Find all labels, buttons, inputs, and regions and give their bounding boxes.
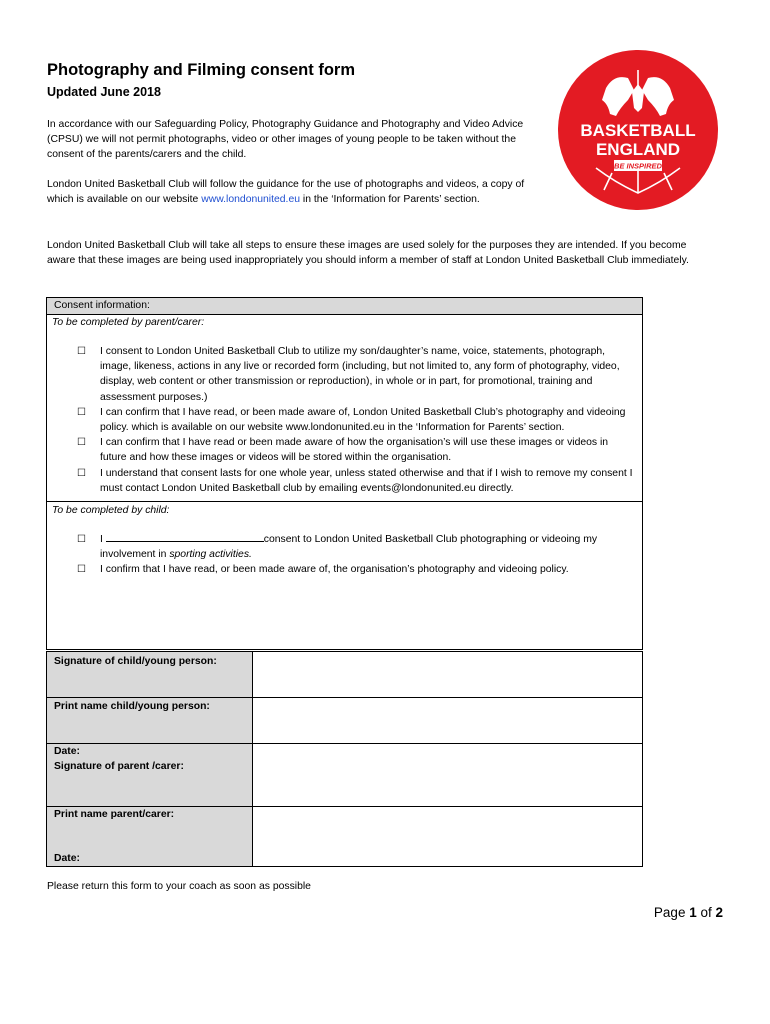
child-section-label: To be completed by child: (52, 505, 170, 517)
parent-print-name-label: Print name parent/carer: (54, 809, 175, 820)
signature-labels-column (47, 652, 253, 866)
checkbox[interactable]: ☐ (77, 406, 86, 418)
child-signature-label: Signature of child/young person: (54, 656, 217, 667)
child-consent-italic: sporting activities. (169, 549, 252, 561)
basketball-england-logo (556, 48, 720, 212)
parent-print-name-field[interactable] (253, 807, 642, 866)
page-of: of (696, 905, 716, 920)
child-print-name-field[interactable] (253, 698, 642, 743)
parent-consent-item (47, 435, 642, 465)
parent-consent-text: I can confirm that I have read or been made aware of how the organisation’s will use these images or videos in future and how these images or videos will be stored within the organisation. (100, 437, 609, 464)
parent-consent-text: I consent to London United Basketball Club to utilize my son/daughter’s name, voice, statements, photograph, image, likeness, actions in any live or recorded form (including, but not limited to, any form of photography, video, display, web content or other transmission or reproduction), in whole or in part, for promotional, training and assessment purposes.) (100, 346, 620, 403)
logo-text-england: ENGLAND (595, 140, 681, 159)
website-link[interactable]: www.londonunited.eu (201, 194, 301, 206)
child-date-label: Date: (54, 746, 80, 757)
parent-section-label: To be completed by parent/carer: (52, 317, 205, 328)
checkbox[interactable]: ☐ (77, 467, 86, 479)
child-consent-list (47, 532, 642, 578)
consent-section (46, 297, 643, 650)
return-instructions: Please return this form to your coach as soon as possible (47, 881, 311, 892)
parent-consent-list (47, 344, 642, 496)
child-date-parent-signature-field[interactable] (253, 744, 642, 806)
page-subtitle: Updated June 2018 (47, 85, 161, 99)
checkbox[interactable]: ☐ (77, 346, 86, 357)
checkbox[interactable]: ☐ (77, 534, 86, 546)
intro-p2-text: London United Basketball Club will follow the guidance for the use of photographs and videos, a copy of which is available on our website (47, 179, 525, 206)
child-consent-item (47, 562, 642, 577)
page-title: Photography and Filming consent form (47, 61, 356, 79)
page-current: 1 (689, 905, 697, 920)
parent-signature-label: Signature of parent /carer: (54, 761, 184, 772)
child-consent-text-start: I (100, 534, 106, 546)
page-total: 2 (715, 905, 723, 920)
checkbox[interactable]: ☐ (77, 437, 86, 449)
parent-date-label: Date: (54, 853, 80, 864)
signature-table (46, 651, 643, 867)
parent-consent-item (47, 405, 642, 435)
intro-p2-text-end: in the ‘Information for Parents’ section. (300, 194, 480, 206)
parent-consent-text: I understand that consent lasts for one whole year, unless stated otherwise and that if I wish to remove my consent I must contact London United Basketball club by emailing events@londonunited.eu directly. (100, 467, 633, 494)
logo-tagline: BE INSPIRED (614, 161, 662, 171)
child-print-name-label: Print name child/young person: (54, 701, 210, 712)
page-prefix: Page (653, 905, 690, 920)
child-consent-text: consent to London United Basketball Club photographing or videoing my involvement in (100, 534, 598, 561)
parent-consent-text: I can confirm that I have read, or been made aware of, London United Basketball Club’s photography and videoing policy. which is available on our website www.londonunited.eu in the ‘Information for Parents’ section. (100, 406, 626, 434)
intro-paragraph-1: In accordance with our Safeguarding Policy, Photography Guidance and Photography and Video Advice (CPSU) we will not permit photographs, video or other images of young people to be taken without the consent of the parents/carers and the child. (47, 119, 524, 161)
logo-text-basketball: BASKETBALL (580, 121, 696, 140)
child-consent-text: I confirm that I have read, or been made aware of, the organisation’s photography and videoing policy. (100, 564, 569, 576)
page-number (654, 905, 723, 920)
intro-paragraph-3: London United Basketball Club will take all steps to ensure these images are used solely for the purposes they are intended. If you become aware that these images are being used inappropriately you should inform a member of staff at London United Basketball Club immediately. (47, 240, 689, 267)
parent-consent-item (47, 344, 642, 405)
child-signature-field[interactable] (253, 652, 642, 697)
intro-paragraph-2 (47, 177, 542, 207)
parent-consent-item (47, 466, 642, 496)
section-divider (47, 501, 642, 502)
consent-header: Consent information: (47, 298, 642, 315)
child-consent-item (47, 532, 642, 562)
checkbox[interactable]: ☐ (77, 564, 86, 576)
name-blank-line[interactable] (106, 532, 264, 542)
